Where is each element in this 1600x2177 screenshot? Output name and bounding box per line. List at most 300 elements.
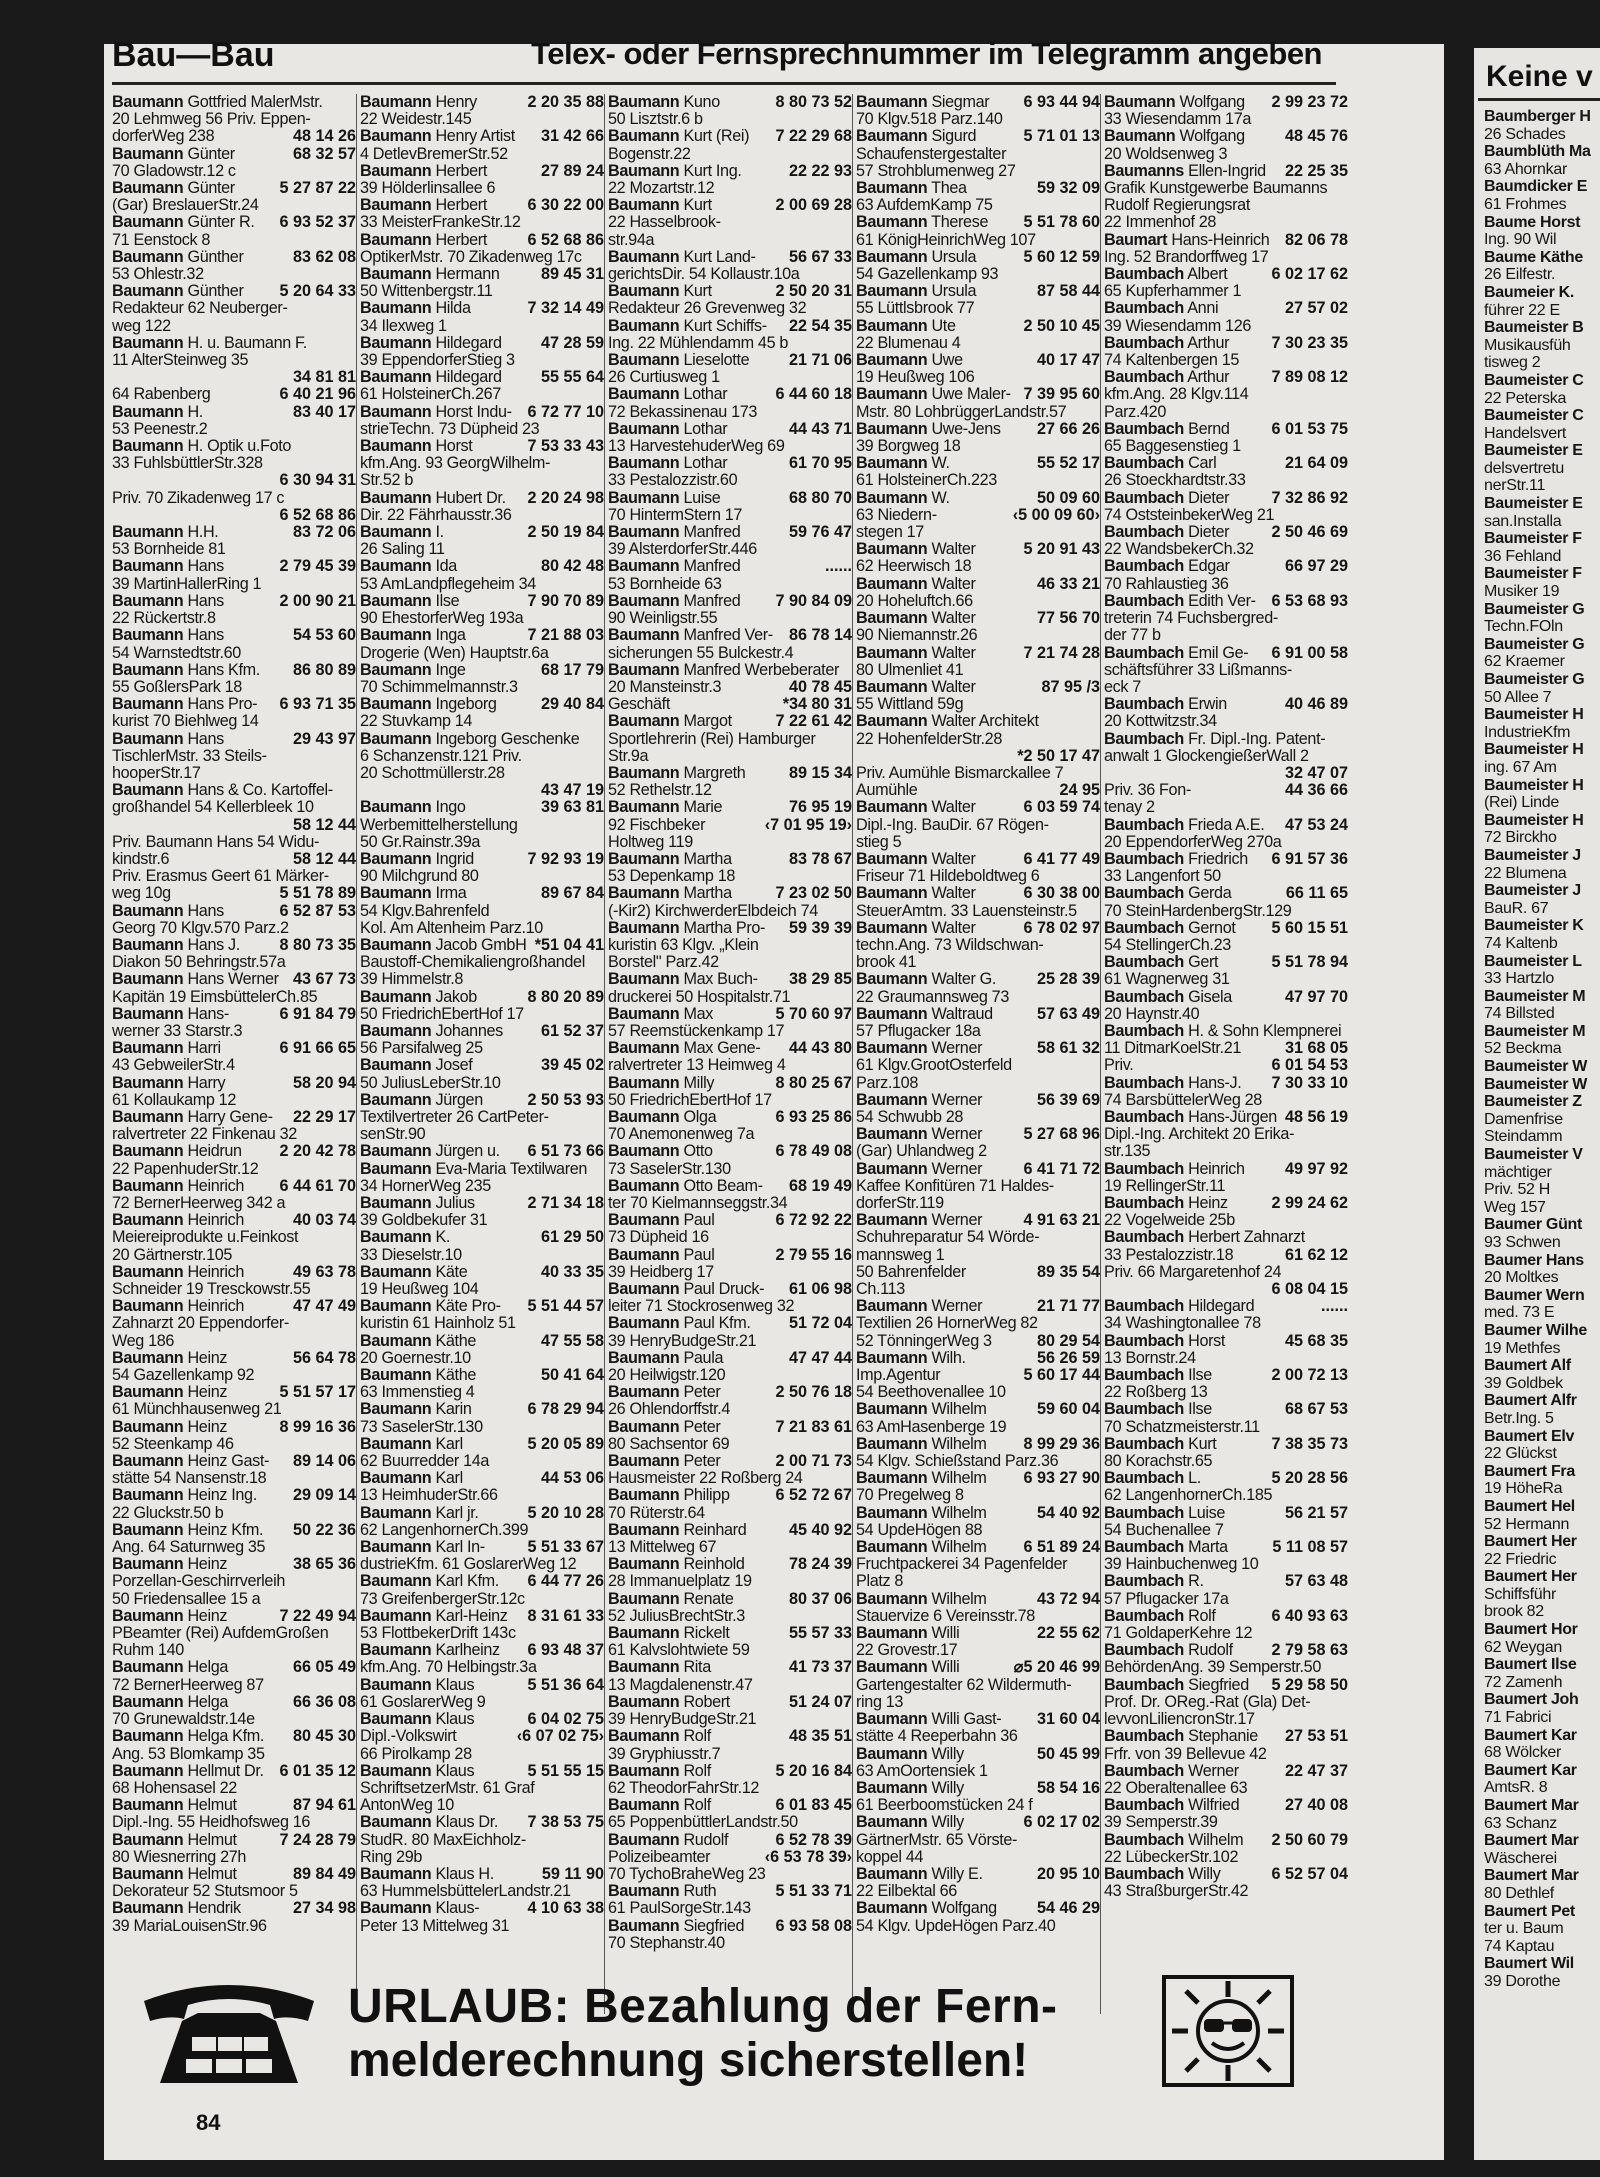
directory-entry: [360, 1797, 604, 1814]
phone-number: 6 91 66 65: [279, 1040, 356, 1058]
phone-number: 5 51 33 67: [527, 1539, 604, 1557]
entry-text: 39 Wiesendamm 126: [1104, 317, 1252, 335]
next-page-column: [1484, 108, 1600, 1991]
next-page-line: Handelsvert: [1484, 424, 1567, 442]
entry-text: Baumann Werner: [856, 1091, 983, 1109]
directory-entry: [112, 885, 356, 902]
entry-text: Grafik Kunstgewerbe Baumanns: [1104, 180, 1328, 198]
phone-number: 27 57 02: [1284, 300, 1348, 318]
phone-number: 49 97 92: [1284, 1160, 1348, 1178]
entry-text: Baumann Renate: [608, 1590, 734, 1608]
directory-column: [608, 94, 852, 2014]
directory-entry: [360, 731, 604, 748]
entry-text: ralvertreter 13 Heimweg 4: [608, 1057, 786, 1075]
entry-text: gerichtsDir. 54 Kollaustr.10a: [608, 266, 800, 284]
directory-entry: [360, 283, 604, 300]
phone-number: 2 00 69 28: [775, 197, 852, 215]
directory-entry: [856, 1453, 1100, 1470]
phone-number: 6 01 83 45: [775, 1797, 852, 1815]
entry-text: Baumbach Friedrich: [1104, 850, 1248, 868]
next-page-line: 80 Dethlef: [1484, 1884, 1554, 1902]
directory-entry: [112, 1694, 356, 1711]
directory-entry: [856, 335, 1100, 352]
entry-text: Kol. Am Altenheim Parz.10: [360, 919, 543, 937]
directory-entry: [112, 1040, 356, 1057]
entry-text: Weg 186: [112, 1332, 175, 1350]
phone-number: 48 56 19: [1284, 1108, 1348, 1126]
entry-text: kuristin 61 Hainholz 51: [360, 1315, 516, 1333]
entry-text: Baumann Wilhelm: [856, 1590, 987, 1608]
directory-entry: [1104, 1436, 1348, 1453]
next-page-line: 68 Wölcker: [1484, 1744, 1562, 1762]
directory-entry: [1104, 1659, 1348, 1676]
entry-text: Baumann Jürgen u.: [360, 1143, 500, 1161]
entry-text: 55 Lüttlsbrook 77: [856, 300, 975, 318]
directory-entry: [360, 576, 604, 593]
directory-entry: [1104, 1419, 1348, 1436]
next-page-line: Baumert Mar: [1484, 1832, 1579, 1850]
directory-entry: [112, 490, 356, 507]
entry-text: Priv. 70 Zikadenweg 17 c: [112, 489, 285, 507]
phone-number: 5 60 15 51: [1271, 919, 1348, 937]
directory-entry: [608, 868, 852, 885]
phone-number: 47 28 59: [540, 334, 604, 352]
directory-entry: [856, 1195, 1100, 1212]
directory-entry: [608, 541, 852, 558]
directory-entry: [1104, 369, 1348, 386]
entry-text: Ing. 52 Brandorffweg 17: [1104, 248, 1269, 266]
entry-text: strieTechn. 73 Düpheid 23: [360, 420, 540, 438]
entry-text: Baumann Margreth: [608, 764, 746, 782]
directory-entry: [856, 1832, 1100, 1849]
phone-number: 40 46 89: [1284, 696, 1348, 714]
entry-text: 22 WandsbekerCh.32: [1104, 541, 1254, 559]
directory-entry: [112, 748, 356, 765]
phone-number: 7 32 86 92: [1271, 489, 1348, 507]
entry-text: ring 13: [856, 1693, 904, 1711]
directory-entry: [608, 232, 852, 249]
entry-text: 56 Parsifalweg 25: [360, 1040, 483, 1058]
entry-text: 22 Graumannsweg 73: [856, 988, 1009, 1006]
directory-entry: [1104, 300, 1348, 317]
directory-entry: [1104, 868, 1348, 885]
entry-text: Baumann Heinz Gast-: [112, 1453, 270, 1471]
phone-number: 68 67 53: [1284, 1401, 1348, 1419]
phone-number: 7 21 74 28: [1023, 644, 1100, 662]
directory-entry: [1104, 885, 1348, 902]
phone-number: 44 53 06: [540, 1470, 604, 1488]
directory-entry: [112, 1470, 356, 1487]
directory-entry: [608, 1935, 852, 1952]
entry-text: 39 AlsterdorferStr.446: [608, 541, 757, 559]
phone-number: 2 00 90 21: [279, 592, 356, 610]
directory-entry: [856, 1212, 1100, 1229]
phone-number: 6 93 25 86: [775, 1108, 852, 1126]
directory-entry: [856, 1918, 1100, 1935]
entry-text: Baumann Jakob: [360, 988, 477, 1006]
directory-entry: [856, 713, 1100, 730]
directory-entry: [360, 1092, 604, 1109]
phone-number: 83 72 06: [292, 524, 356, 542]
directory-entry: [856, 937, 1100, 954]
directory-entry: [856, 1143, 1100, 1160]
directory-entry: [112, 1161, 356, 1178]
entry-text: Baumann Uwe Maler-: [856, 386, 1011, 404]
phone-number: 89 45 31: [540, 266, 604, 284]
entry-text: 62 LangenhornerCh.399: [360, 1521, 529, 1539]
entry-text: Baumann W.: [856, 455, 950, 473]
next-page-line: Baumeister G: [1484, 635, 1585, 653]
directory-entry: [1104, 455, 1348, 472]
phone-number: 50 22 36: [292, 1521, 356, 1539]
phone-number: 2 00 71 73: [775, 1453, 852, 1471]
entry-text: 28 Immanuelplatz 19: [608, 1573, 752, 1591]
directory-entry: [112, 713, 356, 730]
directory-entry: [360, 163, 604, 180]
entry-text: Baumann Heinz Ing.: [112, 1487, 257, 1505]
entry-text: Priv.: [1104, 1057, 1134, 1075]
directory-entry: [112, 1677, 356, 1694]
directory-entry: [112, 903, 356, 920]
directory-entry: [608, 1040, 852, 1057]
next-page-line: 22 Glückst: [1484, 1445, 1557, 1463]
entry-text: 22 Mozartstr.12: [608, 180, 715, 198]
directory-entry: [1104, 954, 1348, 971]
header-rule: [112, 82, 1336, 85]
entry-text: Drogerie (Wen) Hauptstr.6a: [360, 644, 549, 662]
entry-text: Baumann Käthe: [360, 1367, 477, 1385]
directory-entry: [360, 1178, 604, 1195]
entry-text: 26 Curtiusweg 1: [608, 369, 720, 387]
directory-entry: [360, 1023, 604, 1040]
entry-text: 13 Mittelweg 67: [608, 1539, 717, 1557]
phone-number: 59 76 47: [788, 524, 852, 542]
directory-entry: [112, 1556, 356, 1573]
directory-entry: [856, 971, 1100, 988]
phone-number: 6 52 68 86: [279, 506, 356, 524]
directory-entry: [1104, 662, 1348, 679]
entry-text: 70 Gladowstr.12 c: [112, 162, 236, 180]
directory-entry: [856, 386, 1100, 403]
directory-entry: [112, 1126, 356, 1143]
entry-text: 50 Lisztstr.6 b: [608, 111, 703, 129]
directory-entry: [112, 507, 356, 524]
entry-text: Baumann Lieselotte: [608, 352, 750, 370]
directory-entry: [608, 1918, 852, 1935]
directory-entry: [856, 1556, 1100, 1573]
entry-text: AntonWeg 10: [360, 1797, 454, 1815]
entry-text: Baumann Rickelt: [608, 1625, 730, 1643]
directory-entry: [608, 1900, 852, 1917]
directory-entry: [1104, 1591, 1348, 1608]
phone-number: 58 54 16: [1036, 1779, 1100, 1797]
directory-entry: [112, 1247, 356, 1264]
directory-entry: [608, 1625, 852, 1642]
entry-text: 53 Bornheide 81: [112, 541, 226, 559]
entry-text: 20 Haynstr.40: [1104, 1005, 1200, 1023]
directory-entry: [112, 1023, 356, 1040]
entry-text: 62 LangenhornerCh.185: [1104, 1487, 1273, 1505]
entry-text: Baumann Robert: [608, 1693, 730, 1711]
directory-entry: [360, 128, 604, 145]
entry-text: 72 BernerHeerweg 87: [112, 1676, 264, 1694]
entry-text: Porzellan-Geschirrverleih: [112, 1573, 285, 1591]
entry-text: 57 Reemstückenkamp 17: [608, 1022, 785, 1040]
entry-text: Baumann Hildegard: [360, 369, 502, 387]
entry-text: 54 StellingerCh.23: [1104, 936, 1231, 954]
phone-number: 8 80 73 35: [279, 936, 356, 954]
directory-column: [360, 94, 604, 2014]
directory-entry: [608, 799, 852, 816]
phone-number: 6 93 44 94: [1023, 94, 1100, 111]
phone-number: 43 72 94: [1036, 1590, 1100, 1608]
entry-text: Platz 8: [856, 1573, 904, 1591]
next-page-line: 62 Kraemer: [1484, 653, 1565, 671]
directory-entry: [856, 1040, 1100, 1057]
entry-text: Imp.Agentur: [856, 1367, 941, 1385]
entry-text: Baumann Kurt Ing.: [608, 162, 742, 180]
directory-entry: [360, 1057, 604, 1074]
entry-text: Baumann Peter: [608, 1384, 721, 1402]
directory-entry: [608, 1591, 852, 1608]
directory-entry: [856, 1539, 1100, 1556]
directory-entry: [360, 421, 604, 438]
entry-text: großhandel 54 Kellerbleek 10: [112, 799, 314, 817]
entry-text: Baumann Klaus-: [360, 1900, 480, 1918]
entry-text: 54 Gazellenkamp 93: [856, 266, 999, 284]
entry-text: Redakteur 26 Grevenweg 32: [608, 300, 807, 318]
directory-entry: [360, 1780, 604, 1797]
directory-entry: [112, 1573, 356, 1590]
directory-entry: [360, 1608, 604, 1625]
entry-text: 63 AmHasenberge 19: [856, 1418, 1007, 1436]
phone-number: 57 63 49: [1036, 1005, 1100, 1023]
directory-entry: [360, 214, 604, 231]
directory-entry: [112, 765, 356, 782]
entry-text: 20 Kottwitzstr.34: [1104, 713, 1217, 731]
entry-text: Aumühle: [856, 782, 918, 800]
phone-number: 6 52 87 53: [279, 902, 356, 920]
phone-number: 2 50 10 45: [1023, 317, 1100, 335]
entry-text: 39 Semperstr.39: [1104, 1814, 1218, 1832]
entry-text: 13 Bornstr.24: [1104, 1349, 1196, 1367]
directory-entry: [112, 472, 356, 489]
next-page-line: Baumeister M: [1484, 1022, 1586, 1040]
entry-text: kurist 70 Biehlweg 14: [112, 713, 259, 731]
directory-entry: [112, 1849, 356, 1866]
entry-text: Baumann Karlheinz: [360, 1642, 500, 1660]
directory-entry: [360, 1281, 604, 1298]
directory-entry: [112, 524, 356, 541]
entry-text: Hausmeister 22 Roßberg 24: [608, 1470, 803, 1488]
directory-entry: [1104, 1161, 1348, 1178]
entry-text: 61 Klgv.GrootOsterfeld: [856, 1057, 1012, 1075]
directory-entry: [608, 1057, 852, 1074]
entry-text: Baumann Walter: [856, 885, 976, 903]
phone-number: 6 08 04 15: [1271, 1281, 1348, 1299]
directory-entry: [856, 1401, 1100, 1418]
phone-number: 2 50 76 18: [775, 1384, 852, 1402]
directory-entry: [360, 1126, 604, 1143]
directory-entry: [112, 421, 356, 438]
directory-entry: [112, 593, 356, 610]
entry-text: Baumann Hubert Dr.: [360, 489, 506, 507]
directory-entry: [856, 318, 1100, 335]
entry-text: Baumann Willy: [856, 1814, 964, 1832]
directory-entry: [112, 1384, 356, 1401]
entry-text: Baumann Harri: [112, 1040, 221, 1058]
directory-entry: [608, 731, 852, 748]
entry-text: Baumbach Willy: [1104, 1865, 1221, 1883]
directory-entry: [1104, 1453, 1348, 1470]
entry-text: Baumbach Heinrich: [1104, 1160, 1245, 1178]
phone-number: 29 40 84: [540, 696, 604, 714]
phone-number: 80 45 30: [292, 1728, 356, 1746]
entry-text: Baumann Ingeborg Geschenke: [360, 730, 580, 748]
next-page-line: Baumer Wern: [1484, 1286, 1585, 1304]
directory-entry: [112, 1539, 356, 1556]
directory-entry: [608, 266, 852, 283]
directory-entry: [608, 352, 852, 369]
next-page-line: 74 Kaltenb: [1484, 934, 1558, 952]
phone-number: 40 78 45: [788, 678, 852, 696]
entry-text: 63 Immenstieg 4: [360, 1384, 475, 1402]
directory-entry: [1104, 1642, 1348, 1659]
entry-text: Baumann Karl-Heinz: [360, 1607, 508, 1625]
entry-text: Baumann Willi: [856, 1625, 960, 1643]
directory-entry: [608, 214, 852, 231]
entry-text: Baumann Helmut: [112, 1865, 237, 1883]
phone-number: 55 55 64: [540, 369, 604, 387]
next-page-line: 72 Zamenh: [1484, 1673, 1563, 1691]
directory-entry: [1104, 971, 1348, 988]
directory-entry: [608, 1522, 852, 1539]
entry-text: Baumann Paul Druck-: [608, 1281, 765, 1299]
directory-entry: [856, 1023, 1100, 1040]
directory-entry: [856, 696, 1100, 713]
entry-text: Baumann Irma: [360, 885, 467, 903]
entry-text: Schuhreparatur 54 Wörde-: [856, 1229, 1040, 1247]
directory-entry: [856, 438, 1100, 455]
directory-entry: [112, 335, 356, 352]
directory-entry: [608, 1350, 852, 1367]
next-page-line: 19 HöheRa: [1484, 1480, 1563, 1498]
entry-text: Baumbach Horst: [1104, 1332, 1226, 1350]
directory-entry: [856, 1746, 1100, 1763]
directory-entry: [856, 1333, 1100, 1350]
phone-number: 43 47 19: [540, 782, 604, 800]
entry-text: schäftsführer 33 Lißmanns-: [1104, 661, 1292, 679]
directory-entry: [856, 834, 1100, 851]
phone-number: 56 26 59: [1036, 1349, 1100, 1367]
phone-number: 27 66 26: [1036, 420, 1100, 438]
phone-number: 31 60 04: [1036, 1711, 1100, 1729]
directory-entry: [360, 645, 604, 662]
directory-entry: [856, 266, 1100, 283]
next-page-line: Baumer Wilhe: [1484, 1321, 1587, 1339]
entry-text: senStr.90: [360, 1126, 426, 1144]
entry-text: Baumann W.: [856, 489, 950, 507]
entry-text: Baumbach Arthur: [1104, 334, 1230, 352]
directory-entry: [360, 1522, 604, 1539]
directory-entry: [112, 455, 356, 472]
entry-text: 19 RellingerStr.11: [1104, 1177, 1226, 1195]
entry-text: 70 Schatzmeisterstr.11: [1104, 1418, 1260, 1436]
entry-text: 54 Klgv. UpdeHögen Parz.40: [856, 1917, 1056, 1935]
phone-number: 61 06 98: [788, 1281, 852, 1299]
directory-entry: [856, 1522, 1100, 1539]
phone-number: 43 67 73: [292, 971, 356, 989]
entry-text: Baumbach L.: [1104, 1470, 1201, 1488]
phone-number: 7 22 49 94: [279, 1607, 356, 1625]
directory-entry: [608, 283, 852, 300]
directory-entry: [856, 507, 1100, 524]
next-page-line: Baumert Elv: [1484, 1427, 1575, 1445]
next-page-line: 22 Blumena: [1484, 864, 1567, 882]
entry-text: 34 Washingtonallee 78: [1104, 1315, 1261, 1333]
directory-entry: [608, 1832, 852, 1849]
entry-text: Baumann Hellmut Dr.: [112, 1762, 264, 1780]
directory-entry: [1104, 1075, 1348, 1092]
entry-text: Baumbach Dieter: [1104, 524, 1230, 542]
phone-number: 54 46 29: [1036, 1900, 1100, 1918]
entry-text: Baumann Rolf: [608, 1762, 711, 1780]
directory-entry: [360, 1918, 604, 1935]
directory-entry: [1104, 782, 1348, 799]
entry-text: Baumann Walter: [856, 644, 976, 662]
entry-text: Baumann Willy E.: [856, 1865, 983, 1883]
directory-entry: [856, 954, 1100, 971]
phone-number: 47 47 44: [788, 1349, 852, 1367]
entry-text: 13 HarvestehuderWeg 69: [608, 438, 785, 456]
entry-text: Sportlehrerin (Rei) Hamburger: [608, 730, 816, 748]
entry-text: Baumbach Hildegard: [1104, 1298, 1255, 1316]
column-divider: [604, 94, 605, 2014]
directory-entry: [1104, 1092, 1348, 1109]
phone-number: 50 41 64: [540, 1367, 604, 1385]
entry-text: 4 DetlevBremerStr.52: [360, 145, 508, 163]
directory-entry: [608, 94, 852, 111]
directory-entry: [360, 1401, 604, 1418]
next-page-line: Baumeister H: [1484, 811, 1584, 829]
phone-number: 59 32 09: [1036, 180, 1100, 198]
entry-text: Baumann H.H.: [112, 524, 219, 542]
entry-text: 55 Wittland 59g: [856, 696, 964, 714]
directory-entry: [360, 834, 604, 851]
directory-entry: [1104, 111, 1348, 128]
phone-number: 47 97 70: [1284, 988, 1348, 1006]
phone-number: 45 68 35: [1284, 1332, 1348, 1350]
directory-entry: [856, 765, 1100, 782]
phone-number: 6 02 17 62: [1271, 266, 1348, 284]
directory-entry: [856, 1763, 1100, 1780]
directory-entry: [112, 558, 356, 575]
entry-text: 50 Friedensallee 15 a: [112, 1590, 261, 1608]
entry-text: Baumbach Stephanie: [1104, 1728, 1258, 1746]
entry-text: Ring 29b: [360, 1848, 422, 1866]
directory-entry: [608, 111, 852, 128]
entry-text: Baumann Helga: [112, 1693, 229, 1711]
phone-number: 7 30 33 10: [1271, 1074, 1348, 1092]
next-page-line: Steindamm: [1484, 1128, 1563, 1146]
directory-entry: [112, 1487, 356, 1504]
entry-text: 57 Pflugacker 18a: [856, 1022, 981, 1040]
phone-number: 27 53 51: [1284, 1728, 1348, 1746]
directory-entry: [608, 1677, 852, 1694]
directory-entry: [856, 817, 1100, 834]
directory-entry: [360, 1711, 604, 1728]
directory-entry: [112, 834, 356, 851]
